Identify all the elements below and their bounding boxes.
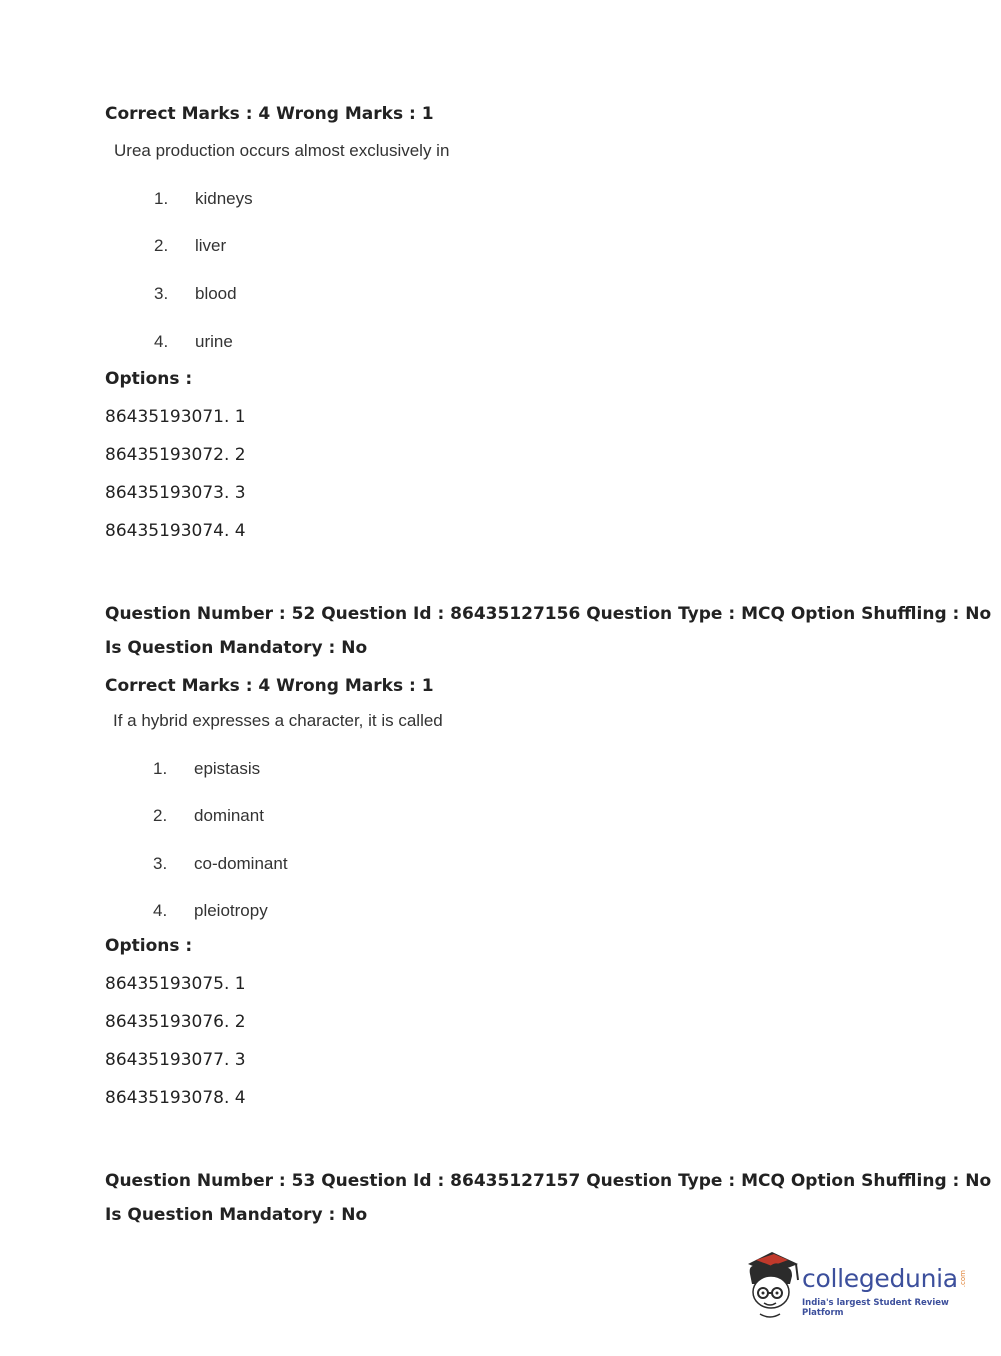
logo-wordmark: collegedunia — [802, 1264, 958, 1293]
option-id: 86435193073. 3 — [105, 483, 246, 503]
choice-text: liver — [195, 236, 227, 255]
question-header: Question Number : 53 Question Id : 86435127157 Question Type : MCQ Option Shuffling : No — [105, 1171, 992, 1191]
choice-text: pleiotropy — [194, 901, 268, 920]
question-header: Question Number : 52 Question Id : 86435127156 Question Type : MCQ Option Shuffling : No — [105, 604, 992, 624]
choice-text: urine — [195, 332, 233, 351]
options-label: Options : — [105, 936, 193, 956]
question-mandatory: Is Question Mandatory : No — [105, 638, 368, 658]
option-id: 86435193077. 3 — [105, 1050, 246, 1070]
logo-tagline: India's largest Student Review Platform — [802, 1298, 949, 1318]
marks-line: Correct Marks : 4 Wrong Marks : 1 — [105, 676, 434, 696]
question-text: If a hybrid expresses a character, it is called — [113, 711, 443, 730]
mascot-icon — [742, 1250, 804, 1322]
choice-text: kidneys — [195, 189, 253, 208]
choice-number: 3. — [154, 284, 169, 303]
choice-text: blood — [195, 284, 237, 303]
option-id: 86435193074. 4 — [105, 521, 246, 541]
question-text: Urea production occurs almost exclusively in — [114, 141, 450, 160]
logo-com: .com — [959, 1270, 967, 1288]
choice-number: 1. — [153, 759, 168, 778]
option-id: 86435193075. 1 — [105, 974, 246, 994]
collegedunia-logo — [742, 1250, 972, 1322]
choice-text: co-dominant — [194, 854, 288, 873]
option-id: 86435193072. 2 — [105, 445, 246, 465]
options-label: Options : — [105, 369, 193, 389]
choice-text: dominant — [194, 806, 264, 825]
option-id: 86435193078. 4 — [105, 1088, 246, 1108]
option-id: 86435193071. 1 — [105, 407, 246, 427]
choice-number: 1. — [154, 189, 169, 208]
question-mandatory: Is Question Mandatory : No — [105, 1205, 368, 1225]
marks-line: Correct Marks : 4 Wrong Marks : 1 — [105, 104, 434, 124]
choice-number: 4. — [154, 332, 169, 351]
choice-number: 2. — [154, 236, 169, 255]
choice-number: 4. — [153, 901, 168, 920]
choice-text: epistasis — [194, 759, 261, 778]
option-id: 86435193076. 2 — [105, 1012, 246, 1032]
choice-number: 3. — [153, 854, 168, 873]
choice-number: 2. — [153, 806, 168, 825]
